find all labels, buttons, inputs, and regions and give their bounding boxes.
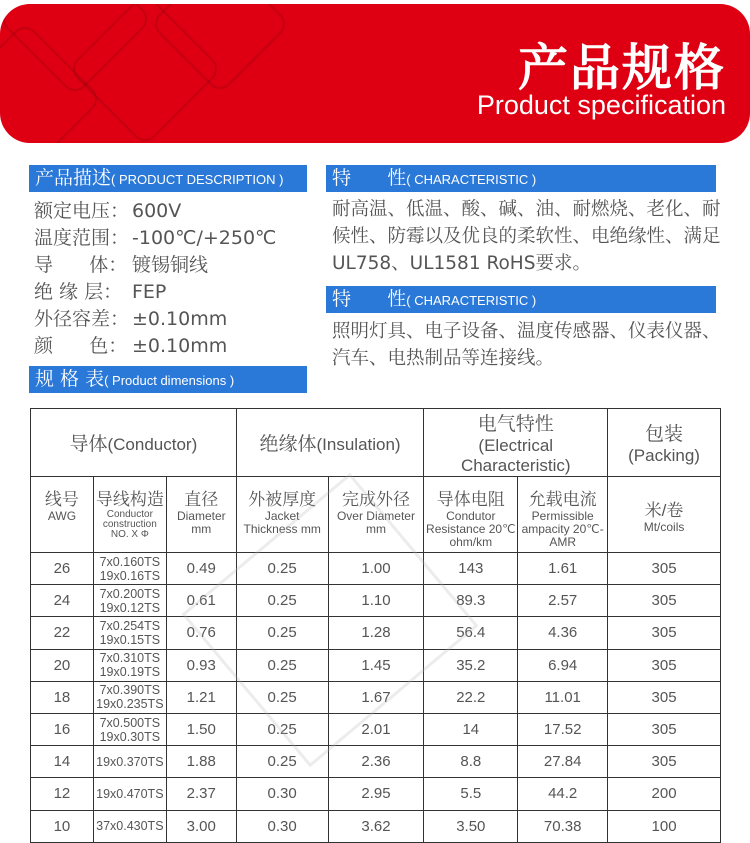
description-row xyxy=(34,279,276,306)
table-cell: 305 xyxy=(608,713,721,745)
table-cell: 7x0.390TS 19x0.235TS xyxy=(93,681,166,713)
table-cell: 17.52 xyxy=(518,713,608,745)
table-cell: 0.30 xyxy=(236,778,328,810)
description-key: 颜 色： xyxy=(34,335,128,357)
table-cell: 7x0.500TS 19x0.30TS xyxy=(93,713,166,745)
group-electrical: 电气特性 (Electrical Characteristic) xyxy=(424,409,608,477)
characteristic-text-2: 照明灯具、电子设备、温度传感器、仪表仪器、汽车、电热制品等连接线。 xyxy=(332,321,721,369)
description-key: 导 体： xyxy=(34,254,128,276)
table-cell: 2.95 xyxy=(328,778,424,810)
spec-heading: 规 格 表( Product dimensions ) xyxy=(29,366,307,393)
table-cell: 7x0.254TS 19x0.15TS xyxy=(93,617,166,649)
table-cell: 27.84 xyxy=(518,746,608,778)
group-insulation: 绝缘体(Insulation) xyxy=(236,409,424,477)
table-row xyxy=(31,617,721,649)
description-row xyxy=(34,225,276,252)
table-cell: 3.00 xyxy=(166,810,236,842)
table-cell: 1.67 xyxy=(328,681,424,713)
table-cell: 35.2 xyxy=(424,649,518,681)
table-cell: 6.94 xyxy=(518,649,608,681)
column-header: 完成外径 Over Diameter mm xyxy=(328,477,424,553)
characteristic-heading-1: 特 性( CHARACTERISTIC ) xyxy=(326,165,716,192)
table-cell: 24 xyxy=(31,585,94,617)
table-row xyxy=(31,585,721,617)
table-cell: 1.45 xyxy=(328,649,424,681)
table-cell: 0.25 xyxy=(236,553,328,585)
column-header: 直径 Diameter mm xyxy=(166,477,236,553)
banner-subtitle: Product specification xyxy=(476,90,726,120)
description-key: 额定电压： xyxy=(34,200,130,222)
table-cell: 1.21 xyxy=(166,681,236,713)
table-cell: 305 xyxy=(608,681,721,713)
table-cell: 0.30 xyxy=(236,810,328,842)
description-row xyxy=(34,306,276,333)
table-row xyxy=(31,778,721,810)
description-row xyxy=(34,252,276,279)
table-cell: 0.76 xyxy=(166,617,236,649)
table-cell: 4.36 xyxy=(518,617,608,649)
table-cell: 1.00 xyxy=(328,553,424,585)
group-header-row xyxy=(31,409,721,477)
table-cell: 11.01 xyxy=(518,681,608,713)
table-cell: 26 xyxy=(31,553,94,585)
table-row xyxy=(31,649,721,681)
table-cell: 0.25 xyxy=(236,617,328,649)
table-cell: 37x0.430TS xyxy=(93,810,166,842)
table-cell: 18 xyxy=(31,681,94,713)
table-row xyxy=(31,810,721,842)
table-cell: 14 xyxy=(31,746,94,778)
spec-table xyxy=(30,408,721,843)
table-cell: 70.38 xyxy=(518,810,608,842)
description-value: 镀锡铜线 xyxy=(132,254,209,276)
column-header: 允载电流 Permissible ampacity 20℃-AMR xyxy=(518,477,608,553)
table-cell: 1.10 xyxy=(328,585,424,617)
table-cell: 1.28 xyxy=(328,617,424,649)
description-value: FEP xyxy=(132,281,167,303)
characteristic-heading-2: 特 性( CHARACTERISTIC ) xyxy=(326,286,716,313)
description-heading: 产品描述( PRODUCT DESCRIPTION ) xyxy=(29,165,307,192)
table-row xyxy=(31,713,721,745)
table-row xyxy=(31,681,721,713)
table-cell: 1.61 xyxy=(518,553,608,585)
table-cell: 305 xyxy=(608,649,721,681)
table-cell: 0.25 xyxy=(236,681,328,713)
table-cell: 143 xyxy=(424,553,518,585)
description-value: ±0.10mm xyxy=(132,308,228,330)
table-cell: 305 xyxy=(608,746,721,778)
column-header-row xyxy=(31,477,721,553)
table-cell: 3.62 xyxy=(328,810,424,842)
description-value: -100℃/+250℃ xyxy=(132,227,277,249)
column-header: 线号 AWG xyxy=(31,477,94,553)
table-cell: 305 xyxy=(608,553,721,585)
table-cell: 100 xyxy=(608,810,721,842)
column-header: 导线构造 Conductor construction NO. X Φ xyxy=(93,477,166,553)
table-cell: 0.49 xyxy=(166,553,236,585)
table-cell: 0.25 xyxy=(236,585,328,617)
table-cell: 7x0.200TS 19x0.12TS xyxy=(93,585,166,617)
table-cell: 20 xyxy=(31,649,94,681)
table-cell: 56.4 xyxy=(424,617,518,649)
description-list xyxy=(34,198,276,360)
table-cell: 22 xyxy=(31,617,94,649)
table-cell: 2.57 xyxy=(518,585,608,617)
description-key: 绝 缘 层： xyxy=(34,281,123,303)
table-cell: 2.36 xyxy=(328,746,424,778)
table-cell: 14 xyxy=(424,713,518,745)
header-banner xyxy=(0,4,750,143)
table-cell: 0.93 xyxy=(166,649,236,681)
banner-title: 产品规格 xyxy=(518,39,726,97)
table-cell: 19x0.470TS xyxy=(93,778,166,810)
table-cell: 305 xyxy=(608,585,721,617)
table-cell: 0.25 xyxy=(236,746,328,778)
column-header: 米/卷 Mt/coils xyxy=(608,477,721,553)
column-header: 导体电阻 Condutor Resistance 20℃ ohm/km xyxy=(424,477,518,553)
table-cell: 7x0.160TS 19x0.16TS xyxy=(93,553,166,585)
description-value: 600V xyxy=(132,200,182,222)
table-cell: 2.01 xyxy=(328,713,424,745)
description-key: 温度范围： xyxy=(34,227,130,249)
table-cell: 89.3 xyxy=(424,585,518,617)
table-cell: 22.2 xyxy=(424,681,518,713)
description-row xyxy=(34,198,276,225)
description-row xyxy=(34,333,276,360)
table-cell: 5.5 xyxy=(424,778,518,810)
table-cell: 19x0.370TS xyxy=(93,746,166,778)
table-cell: 44.2 xyxy=(518,778,608,810)
table-row xyxy=(31,746,721,778)
characteristic-text-1: 耐高温、低温、酸、碱、油、耐燃烧、老化、耐候性、防霉以及优良的柔软性、电绝缘性、满足UL758、UL1581 RoHS要求。 xyxy=(332,199,721,274)
table-cell: 1.50 xyxy=(166,713,236,745)
table-cell: 16 xyxy=(31,713,94,745)
column-header: 外被厚度 Jacket Thickness mm xyxy=(236,477,328,553)
table-cell: 3.50 xyxy=(424,810,518,842)
table-cell: 0.25 xyxy=(236,713,328,745)
table-cell: 12 xyxy=(31,778,94,810)
table-cell: 7x0.310TS 19x0.19TS xyxy=(93,649,166,681)
table-cell: 10 xyxy=(31,810,94,842)
table-cell: 1.88 xyxy=(166,746,236,778)
table-row xyxy=(31,553,721,585)
description-value: ±0.10mm xyxy=(132,335,228,357)
table-cell: 0.61 xyxy=(166,585,236,617)
table-cell: 305 xyxy=(608,617,721,649)
description-key: 外径容差： xyxy=(34,308,130,330)
table-cell: 0.25 xyxy=(236,649,328,681)
group-packing: 包装 (Packing) xyxy=(608,409,721,477)
table-cell: 2.37 xyxy=(166,778,236,810)
table-cell: 200 xyxy=(608,778,721,810)
group-conductor: 导体(Conductor) xyxy=(31,409,237,477)
table-cell: 8.8 xyxy=(424,746,518,778)
